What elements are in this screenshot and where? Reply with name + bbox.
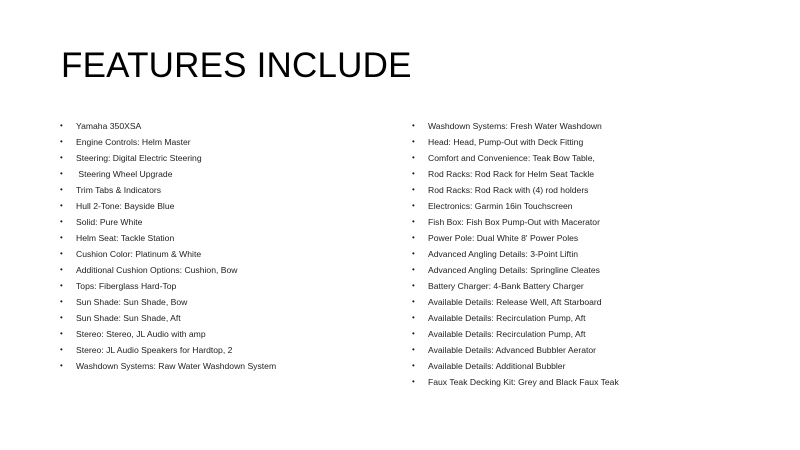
feature-list-item <box>412 150 782 166</box>
feature-text: Rod Racks: Rod Rack for Helm Seat Tackle <box>428 169 595 179</box>
bullet-icon: • <box>60 169 63 178</box>
bullet-icon: • <box>60 345 63 354</box>
feature-text: Trim Tabs & Indicators <box>76 185 162 195</box>
feature-text: Fish Box: Fish Box Pump-Out with Macerator <box>428 217 600 227</box>
feature-text: Comfort and Convenience: Teak Bow Table, <box>428 153 595 163</box>
bullet-icon: • <box>60 185 63 194</box>
feature-text: Engine Controls: Helm Master <box>76 137 191 147</box>
feature-list-item <box>60 118 390 134</box>
feature-text: Washdown Systems: Raw Water Washdown System <box>76 361 277 371</box>
bullet-icon: • <box>412 297 415 306</box>
feature-text: Tops: Fiberglass Hard-Top <box>76 281 177 291</box>
feature-list-item <box>60 214 390 230</box>
bullet-icon: • <box>60 329 63 338</box>
bullet-icon: • <box>60 217 63 226</box>
feature-list-item <box>412 166 782 182</box>
feature-text: Cushion Color: Platinum & White <box>76 249 202 259</box>
feature-text: Advanced Angling Details: Springline Cleates <box>428 265 600 275</box>
feature-list-item <box>60 134 390 150</box>
feature-list-item <box>412 326 782 342</box>
feature-text: Washdown Systems: Fresh Water Washdown <box>428 121 602 131</box>
bullet-icon: • <box>412 153 415 162</box>
bullet-icon: • <box>412 137 415 146</box>
bullet-icon: • <box>412 169 415 178</box>
feature-text: Stereo: Stereo, JL Audio with amp <box>76 329 206 339</box>
feature-list-item <box>412 342 782 358</box>
bullet-icon: • <box>412 249 415 258</box>
feature-list-item <box>412 278 782 294</box>
feature-text: Hull 2-Tone: Bayside Blue <box>76 201 175 211</box>
feature-text: Head: Head, Pump-Out with Deck Fitting <box>428 137 584 147</box>
bullet-icon: • <box>412 281 415 290</box>
feature-list-item <box>412 374 782 390</box>
feature-text: Helm Seat: Tackle Station <box>76 233 175 243</box>
bullet-icon: • <box>412 201 415 210</box>
feature-list-item <box>60 358 390 374</box>
feature-text: Available Details: Recirculation Pump, Aft <box>428 329 586 339</box>
bullet-icon: • <box>412 313 415 322</box>
feature-list-item <box>60 182 390 198</box>
bullet-icon: • <box>60 201 63 210</box>
feature-text: Rod Racks: Rod Rack with (4) rod holders <box>428 185 589 195</box>
feature-list-item <box>412 230 782 246</box>
feature-text: Advanced Angling Details: 3-Point Liftin <box>428 249 579 259</box>
bullet-icon: • <box>412 233 415 242</box>
features-list-left <box>60 118 390 374</box>
feature-list-item <box>412 134 782 150</box>
feature-list-item <box>412 246 782 262</box>
feature-list-item <box>60 342 390 358</box>
bullet-icon: • <box>60 153 63 162</box>
bullet-icon: • <box>60 265 63 274</box>
feature-list-item <box>60 246 390 262</box>
feature-text: Solid: Pure White <box>76 217 143 227</box>
bullet-icon: • <box>60 137 63 146</box>
feature-list-item <box>60 230 390 246</box>
feature-text: Steering: Digital Electric Steering <box>76 153 202 163</box>
features-list-right <box>412 118 782 390</box>
feature-text: Sun Shade: Sun Shade, Bow <box>76 297 188 307</box>
feature-list-item <box>412 310 782 326</box>
bullet-icon: • <box>412 217 415 226</box>
bullet-icon: • <box>412 329 415 338</box>
feature-text: Available Details: Advanced Bubbler Aerator <box>428 345 597 355</box>
bullet-icon: • <box>60 361 63 370</box>
feature-text: Additional Cushion Options: Cushion, Bow <box>76 265 238 275</box>
bullet-icon: • <box>412 361 415 370</box>
feature-list-item <box>60 262 390 278</box>
feature-list-item <box>412 262 782 278</box>
feature-list-item <box>60 310 390 326</box>
feature-list-item <box>60 294 390 310</box>
feature-list-item <box>60 166 390 182</box>
bullet-icon: • <box>412 121 415 130</box>
bullet-icon: • <box>60 121 63 130</box>
feature-text: Available Details: Recirculation Pump, Aft <box>428 313 586 323</box>
feature-text: Steering Wheel Upgrade <box>76 169 173 179</box>
feature-text: Available Details: Release Well, Aft Starboard <box>428 297 602 307</box>
bullet-icon: • <box>60 297 63 306</box>
bullet-icon: • <box>412 377 415 386</box>
feature-text: Sun Shade: Sun Shade, Aft <box>76 313 181 323</box>
feature-text: Available Details: Additional Bubbler <box>428 361 566 371</box>
feature-text: Electronics: Garmin 16in Touchscreen <box>428 201 573 211</box>
feature-list-item <box>60 150 390 166</box>
bullet-icon: • <box>412 265 415 274</box>
feature-list-item <box>60 278 390 294</box>
feature-list-item <box>412 214 782 230</box>
feature-text: Yamaha 350XSA <box>76 121 142 131</box>
bullet-icon: • <box>412 345 415 354</box>
feature-text: Power Pole: Dual White 8' Power Poles <box>428 233 579 243</box>
slide-title: FEATURES INCLUDE <box>61 46 412 85</box>
feature-list-item <box>60 198 390 214</box>
feature-list-item <box>412 198 782 214</box>
bullet-icon: • <box>412 185 415 194</box>
feature-list-item <box>412 294 782 310</box>
feature-list-item <box>412 358 782 374</box>
bullet-icon: • <box>60 249 63 258</box>
bullet-icon: • <box>60 313 63 322</box>
feature-list-item <box>60 326 390 342</box>
feature-text: Battery Charger: 4-Bank Battery Charger <box>428 281 584 291</box>
feature-text: Stereo: JL Audio Speakers for Hardtop, 2 <box>76 345 233 355</box>
feature-text: Faux Teak Decking Kit: Grey and Black Faux Teak <box>428 377 619 387</box>
bullet-icon: • <box>60 281 63 290</box>
bullet-icon: • <box>60 233 63 242</box>
feature-list-item <box>412 118 782 134</box>
feature-list-item <box>412 182 782 198</box>
